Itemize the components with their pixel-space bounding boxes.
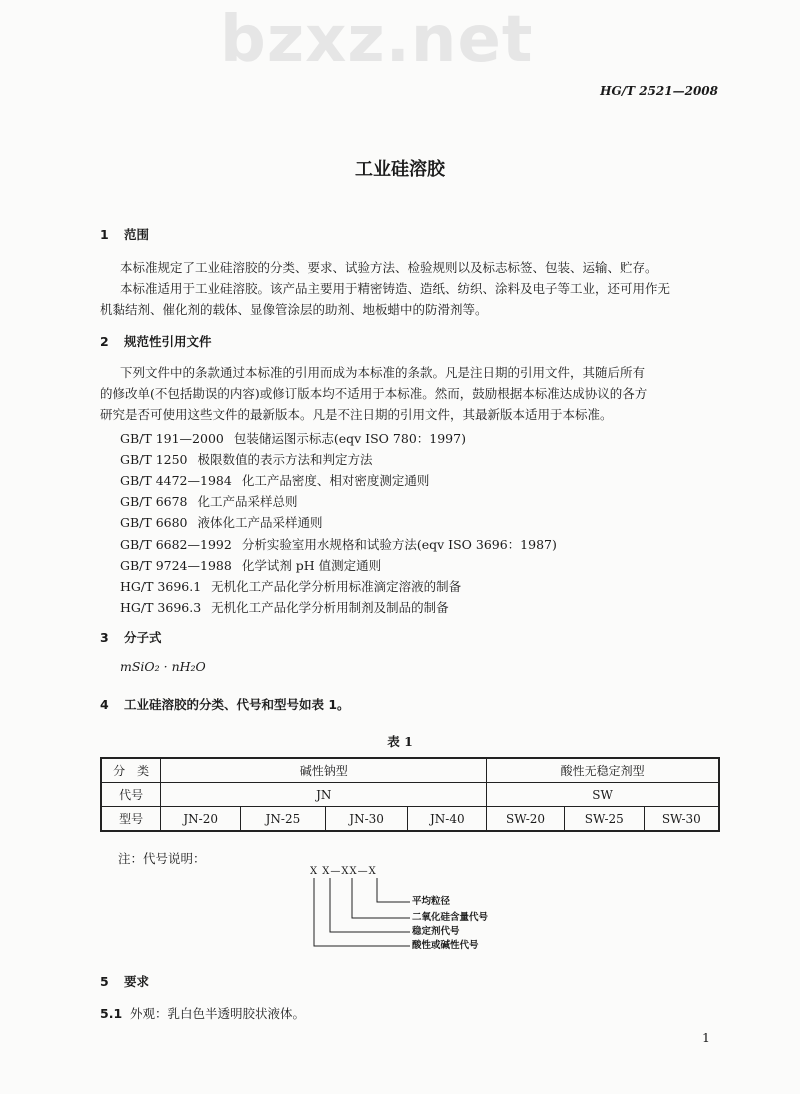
reference-item <box>120 577 461 595</box>
table-cell: JN-25 <box>241 807 326 832</box>
table-cell: JN-20 <box>161 807 241 832</box>
section-5-1: 5.1 外观：乳白色半透明胶状液体。 <box>100 1006 306 1021</box>
reference-code: GB/T 9724—1988 <box>120 557 232 573</box>
section-5-heading: 5 要求 <box>100 974 150 989</box>
molecular-formula: mSiO₂ · nH₂O <box>120 659 206 674</box>
reference-title: 液体化工产品采样通则 <box>197 515 323 531</box>
reference-code: GB/T 6682—1992 <box>120 536 232 552</box>
paragraph: 的修改单(不包括勘误的内容)或修订版本均不适用于本标准。然而，鼓励根据本标准达成协议的各方 <box>100 386 648 401</box>
paragraph: 本标准适用于工业硅溶胶。该产品主要用于精密铸造、造纸、纺织、涂料及电子等工业，还可用作无 <box>120 281 671 296</box>
reference-item <box>120 450 373 468</box>
code-diagram <box>300 866 560 956</box>
diagram-label: 平均粒径 <box>412 896 451 907</box>
table-cell: 酸性无稳定剂型 <box>487 758 719 783</box>
section-3-heading: 3 分子式 <box>100 630 162 645</box>
note-label: 注：代号说明： <box>118 851 206 866</box>
paragraph: 下列文件中的条款通过本标准的引用而成为本标准的条款。凡是注日期的引用文件，其随后所有 <box>120 365 646 380</box>
section-4-heading: 4 工业硅溶胶的分类、代号和型号如表 1。 <box>100 697 350 712</box>
reference-code: GB/T 6680 <box>120 515 188 531</box>
watermark: bzxz.net <box>220 3 534 77</box>
reference-title: 无机化工产品化学分析用标准滴定溶液的制备 <box>211 578 462 594</box>
diagram-label: 酸性或碱性代号 <box>412 940 479 951</box>
table-cell: 分 类 <box>101 758 161 783</box>
table-cell: SW-25 <box>564 807 644 832</box>
reference-title: 化学试剂 pH 值测定通则 <box>241 557 382 573</box>
table-row <box>101 783 719 807</box>
reference-code: GB/T 6678 <box>120 494 188 510</box>
code-pattern: X X—XX—X <box>310 866 377 877</box>
reference-code: GB/T 4472—1984 <box>120 473 232 489</box>
table-caption: 表 1 <box>387 734 413 749</box>
table-row <box>101 807 719 832</box>
table-row <box>101 758 719 783</box>
paragraph: 本标准规定了工业硅溶胶的分类、要求、试验方法、检验规则以及标志标签、包装、运输、贮存。 <box>120 260 658 275</box>
table-cell: SW-20 <box>487 807 565 832</box>
reference-code: GB/T 191—2000 <box>120 431 224 446</box>
table-cell: SW-30 <box>644 807 719 832</box>
section-1-heading: 1 范围 <box>100 227 150 242</box>
reference-item <box>120 429 466 447</box>
reference-code: HG/T 3696.1 <box>120 578 202 594</box>
table-cell: JN-40 <box>408 807 487 832</box>
classification-table <box>100 757 720 832</box>
reference-item <box>120 598 449 616</box>
table-cell: SW <box>487 783 719 807</box>
table-cell: JN <box>161 783 487 807</box>
reference-title: 化工产品采样总则 <box>197 494 298 510</box>
reference-title: 包装储运图示标志(eqv ISO 780：1997) <box>233 431 466 446</box>
section-2-heading: 2 规范性引用文件 <box>100 334 212 349</box>
page-number: 1 <box>702 1030 710 1045</box>
table-cell: JN-30 <box>325 807 408 832</box>
reference-item <box>120 556 381 574</box>
table-cell: 碱性钠型 <box>161 758 487 783</box>
reference-title: 分析实验室用水规格和试验方法(eqv ISO 3696：1987) <box>241 536 557 552</box>
reference-title: 无机化工产品化学分析用制剂及制品的制备 <box>211 599 449 615</box>
reference-code: GB/T 1250 <box>120 452 188 468</box>
document-title: 工业硅溶胶 <box>355 159 445 180</box>
reference-item <box>120 471 429 489</box>
reference-code: HG/T 3696.3 <box>120 599 202 615</box>
reference-item <box>120 535 557 553</box>
standard-code: HG/T 2521—2008 <box>600 84 718 98</box>
reference-title: 化工产品密度、相对密度测定通则 <box>241 473 430 489</box>
table-cell: 型号 <box>101 807 161 832</box>
table-cell: 代号 <box>101 783 161 807</box>
diagram-label: 稳定剂代号 <box>412 926 460 937</box>
paragraph: 机黏结剂、催化剂的载体、显像管涂层的助剂、地板蜡中的防滑剂等。 <box>100 302 488 317</box>
paragraph: 研究是否可使用这些文件的最新版本。凡是不注日期的引用文件，其最新版本适用于本标准。 <box>100 407 613 422</box>
reference-item <box>120 492 298 510</box>
diagram-label: 二氧化硅含量代号 <box>412 912 489 923</box>
reference-item <box>120 513 323 531</box>
reference-title: 极限数值的表示方法和判定方法 <box>197 452 373 468</box>
